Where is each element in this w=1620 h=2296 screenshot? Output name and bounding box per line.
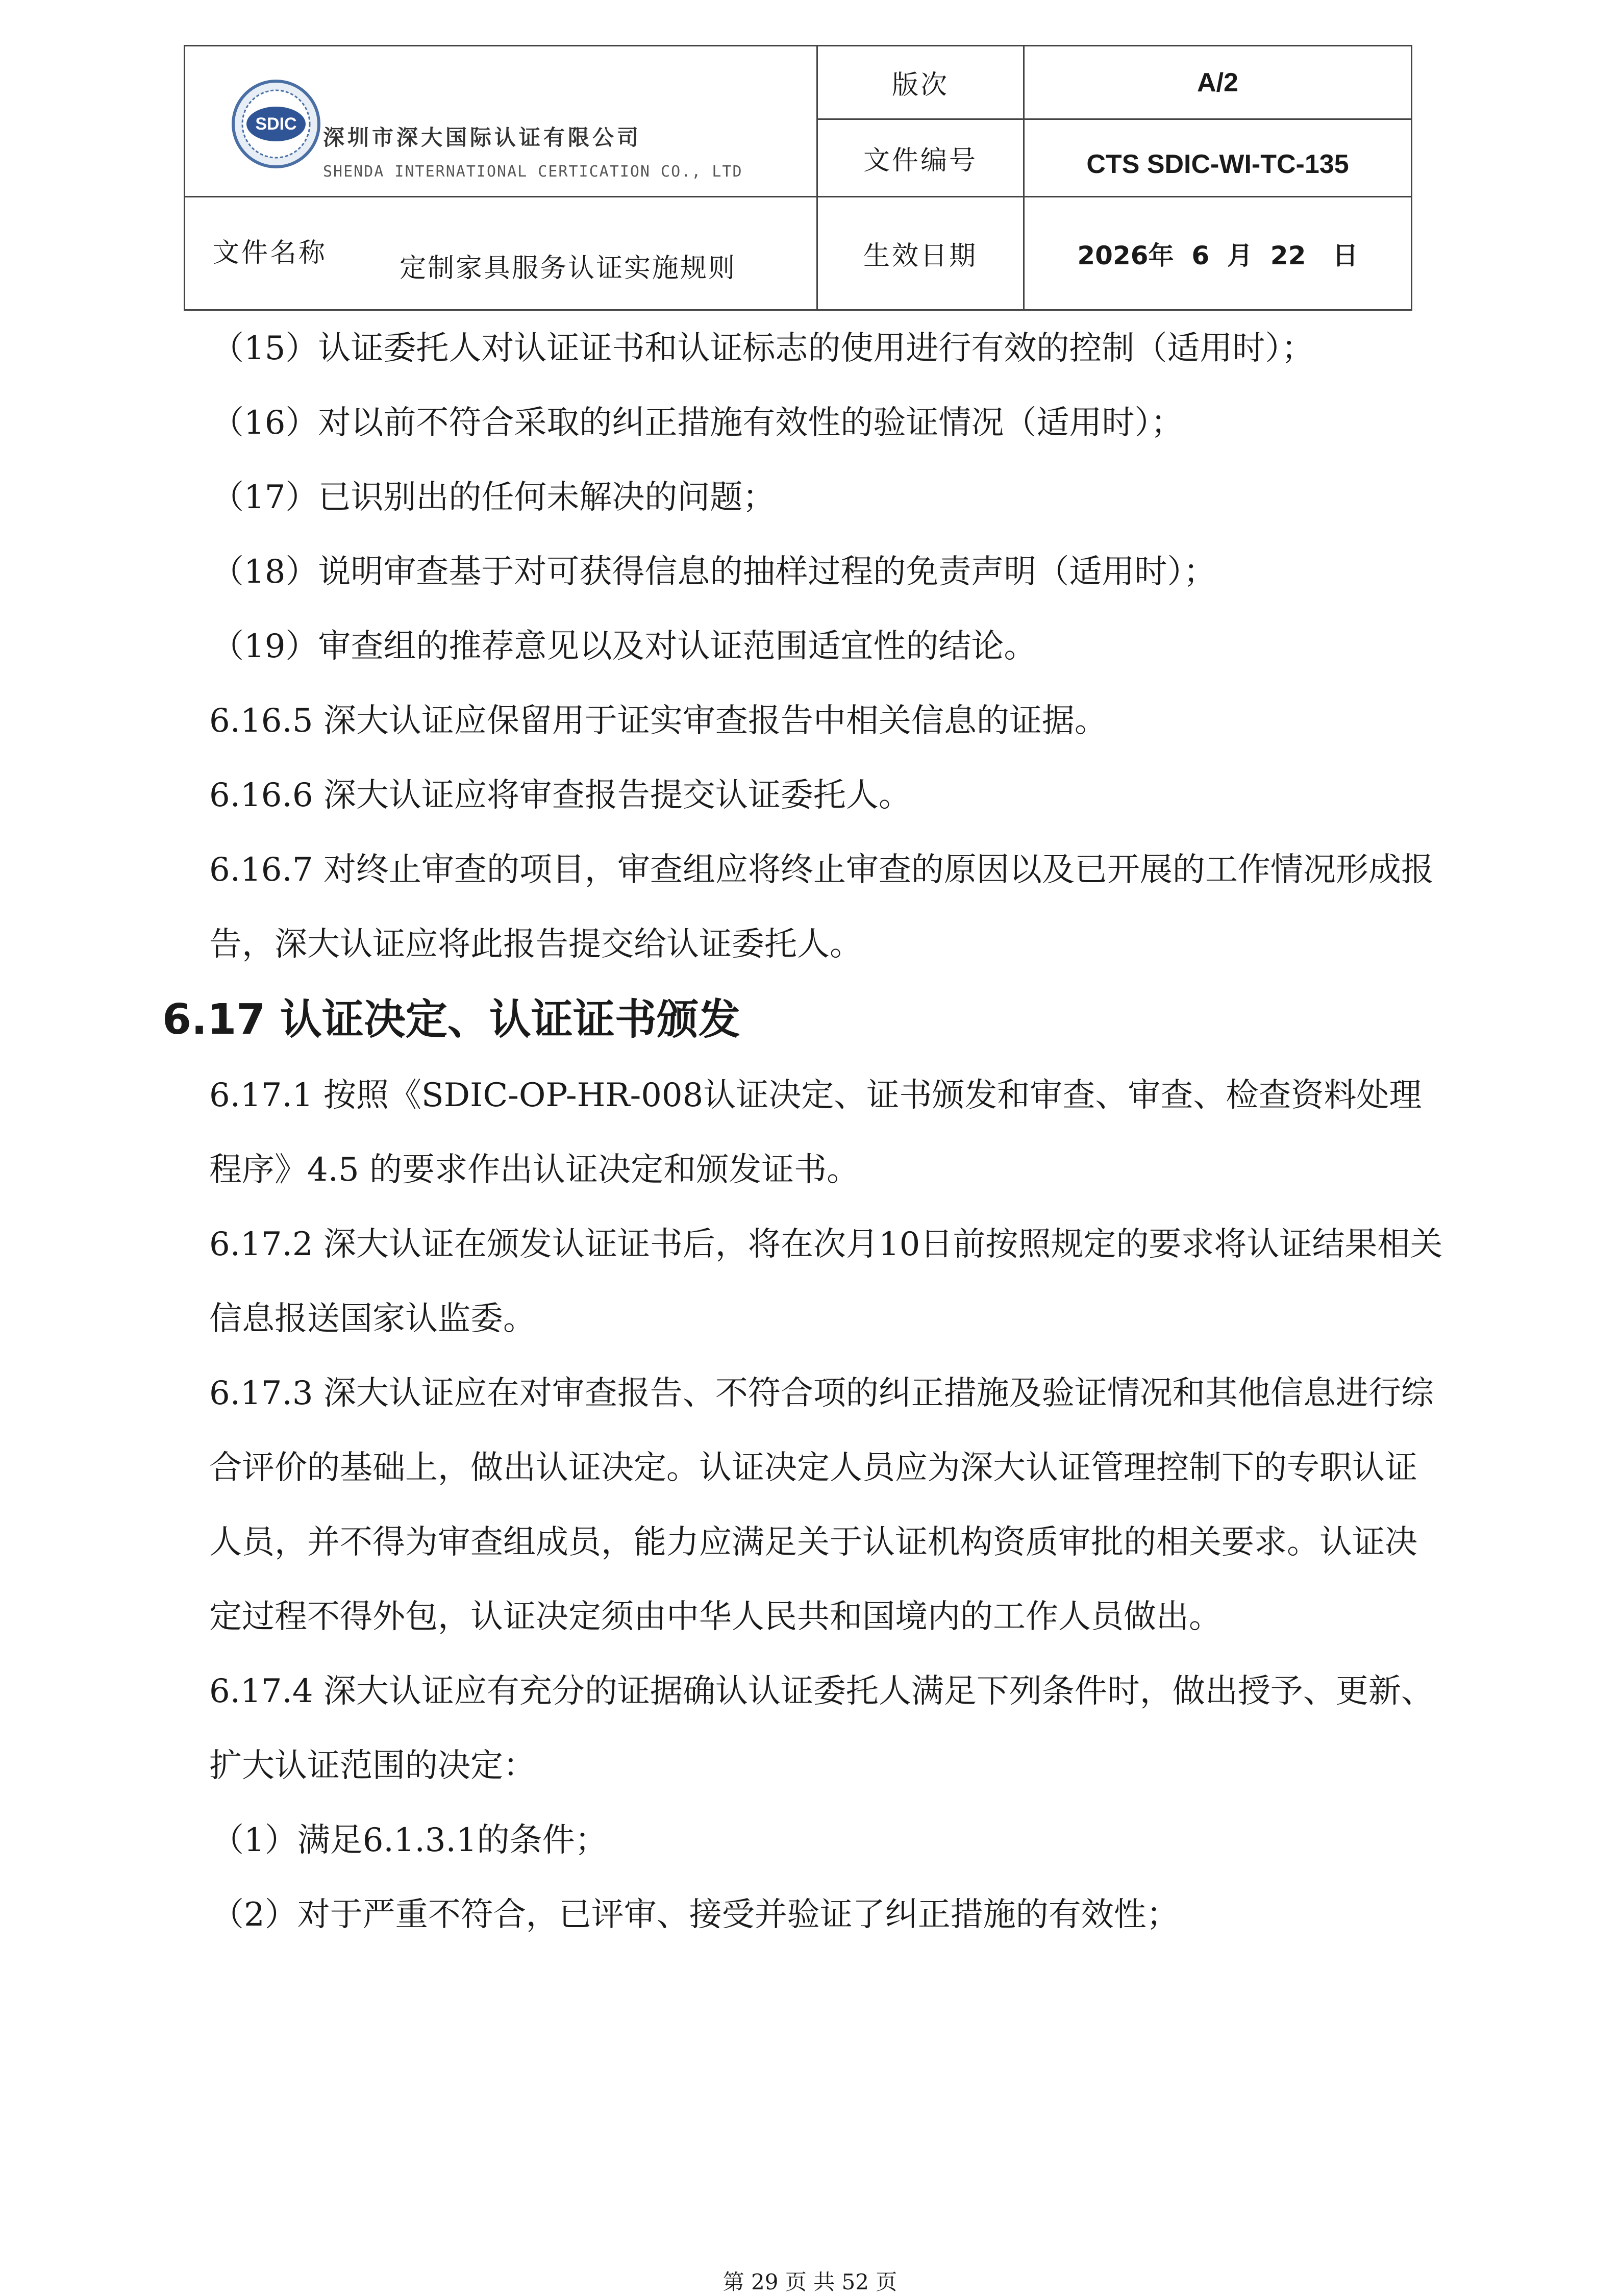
doc-name-cell <box>185 197 817 310</box>
list-item-18: （18）说明审查基于对可获得信息的抽样过程的免责声明（适用时）； <box>211 553 1216 591</box>
version-label: 版次 <box>891 70 949 101</box>
doc-no-label: 文件编号 <box>863 145 978 176</box>
company-logo <box>230 78 743 190</box>
doc-no-value-cell <box>1024 119 1412 197</box>
company-logo-cell <box>185 46 817 197</box>
company-name-en: SHENDA INTERNATIONAL CERTICATION CO., LTD <box>323 163 743 181</box>
page-number-footer: 第 29 页 共 52 页 <box>722 2269 898 2294</box>
doc-name-label: 文件名称 <box>213 238 328 268</box>
clause-6-17-1: 6.17.1 按照《SDIC-OP-HR-008认证决定、证书颁发和审查、审查、检查资料处理程序》4.5 的要求作出认证决定和颁发证书。 <box>209 1077 1422 1189</box>
doc-no-value: CTS SDIC-WI-TC-135 <box>1086 149 1349 179</box>
effective-value: 2026年 6 月 22 日 <box>1077 240 1358 270</box>
condition-item-2: （2）对于严重不符合，已评审、接受并验证了纠正措施的有效性； <box>211 1896 1179 1934</box>
clause-6-17-3: 6.17.3 深大认证应在对审查报告、不符合项的纠正措施及验证情况和其他信息进行综合评价的基础上，做出认证决定。认证决定人员应为深大认证管理控制下的专职认证人员，并不得为审查组成员，能力应满足关于认证机构资质审批的相关要求。认证决定过程不得外包，认证决定须由中华人民共和国境内的工作人员做出。 <box>209 1375 1434 1636</box>
svg-text:SDIC: SDIC <box>255 114 297 134</box>
document-body <box>162 311 1444 1952</box>
doc-no-label-cell <box>817 119 1024 197</box>
list-item-17: （17）已识别出的任何未解决的问题； <box>211 479 776 516</box>
list-item-19: （19）审查组的推荐意见以及对认证范围适宜性的结论。 <box>211 628 1037 665</box>
effective-value-cell <box>1024 197 1412 310</box>
effective-label-cell <box>817 197 1024 310</box>
document-header-table <box>184 45 1412 311</box>
clause-6-16-7: 6.16.7 对终止审查的项目，审查组应将终止审查的原因以及已开展的工作情况形成报告，深大认证应将此报告提交给认证委托人。 <box>209 851 1434 963</box>
doc-name-value: 定制家具服务认证实施规则 <box>400 253 737 284</box>
sdic-logo-icon <box>230 78 322 170</box>
section-heading-6-17: 6.17 认证决定、认证证书颁发 <box>162 995 740 1044</box>
condition-item-1: （1）满足6.1.3.1的条件； <box>211 1821 608 1859</box>
list-item-15: （15）认证委托人对认证证书和认证标志的使用进行有效的控制（适用时）； <box>211 330 1314 367</box>
version-value: A/2 <box>1197 67 1238 97</box>
clause-6-17-4: 6.17.4 深大认证应有充分的证据确认认证委托人满足下列条件时，做出授予、更新、扩大认证范围的决定： <box>209 1673 1434 1785</box>
clause-6-16-6: 6.16.6 深大认证应将审查报告提交认证委托人。 <box>209 777 911 814</box>
version-value-cell <box>1024 46 1412 119</box>
clause-6-17-2: 6.17.2 深大认证在颁发认证证书后，将在次月10日前按照规定的要求将认证结果相关信息报送国家认监委。 <box>209 1226 1443 1338</box>
list-item-16: （16）对以前不符合采取的纠正措施有效性的验证情况（适用时）； <box>211 404 1184 442</box>
company-name-cn: 深圳市深大国际认证有限公司 <box>323 125 642 150</box>
version-label-cell <box>817 46 1024 119</box>
clause-6-16-5: 6.16.5 深大认证应保留用于证实审查报告中相关信息的证据。 <box>209 702 1107 740</box>
effective-label: 生效日期 <box>863 241 978 271</box>
